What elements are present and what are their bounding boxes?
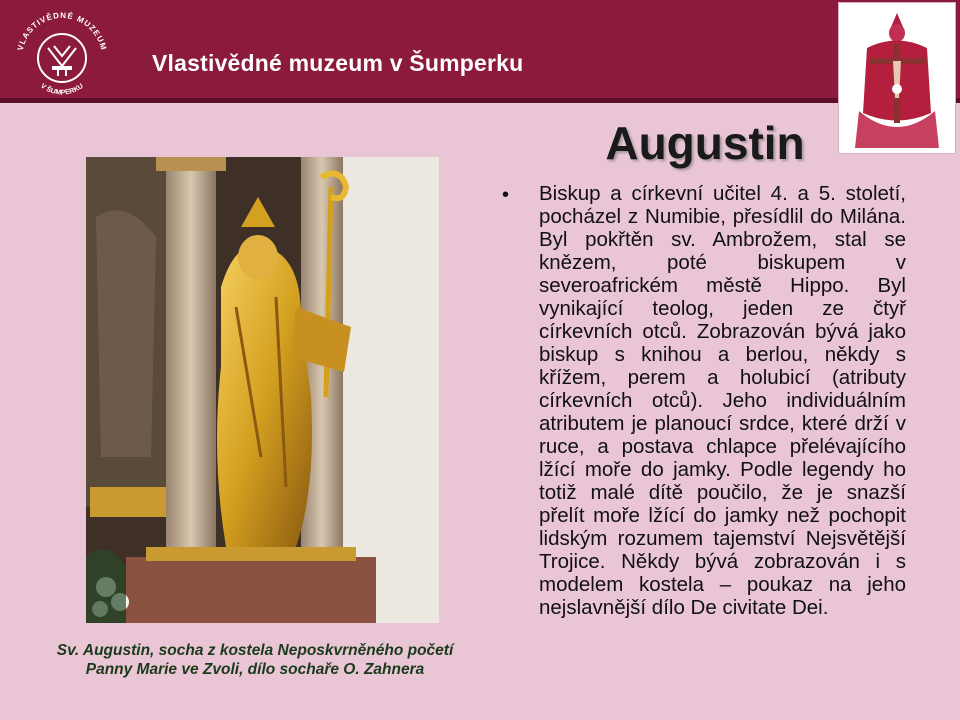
museum-logo-icon [8,6,116,98]
header-bar [0,0,960,103]
header-stripe [0,98,960,103]
svg-text:V ŠUMPERKU: V ŠUMPERKU [39,82,85,97]
museum-name: Vlastivědné muzeum v Šumperku [152,50,524,76]
body-text: Biskup a církevní učitel 4. a 5. století, pocházel z Numibie, přesídlil do Milána. Byl pokřtěn sv. Ambrožem, stal se knězem, poté biskupem v severoafrickém městě Hippo. Byl vynikající teolog, jeden ze čtyř církevních otců. Zobrazován bývá jako biskup s knihou a berlou, někdy s křížem, perem a holubicí (atributy církevních otců). Jeho individuálním atributem je planoucí srdce, které drží v ruce, a postava chlapce přelévajícího lžící moře do jamky. Podle legendy ho totiž malé dítě poučilo, že je snazší přelít moře lžící do jamky než pochopit lidským rozumem tajemství Nejsvětější Trojice. Někdy bývá zobrazován i s modelem kostela – poukaz na jeho nejslavnější dílo De civitate Dei. [539,182,906,619]
caption-line-2: Panny Marie ve Zvoli, dílo sochaře O. Zahnera [85,661,425,678]
statue-photo [86,157,439,623]
svg-text:VLASTIVĚDNÉ MUZEUM: VLASTIVĚDNÉ MUZEUM [15,10,109,52]
caption-line-1: Sv. Augustin, socha z kostela Neposkvrněného početí [56,642,454,659]
bullet-marker: • [502,184,510,206]
photo-caption [20,641,490,679]
trinity-image [838,2,956,154]
slide-title: Augustin [605,117,805,169]
